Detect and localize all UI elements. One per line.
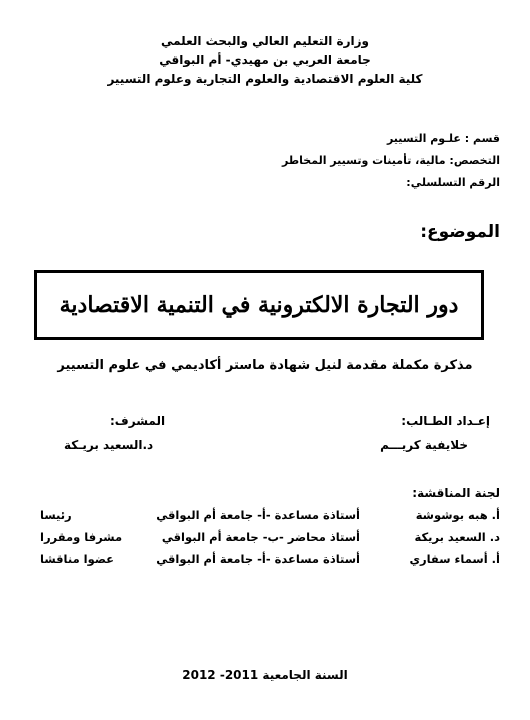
committee-member-row <box>30 530 500 548</box>
faculty-name: كلية العلوم الاقتصادية والعلوم التجارية وعلوم التسيير <box>107 72 423 86</box>
committee-member-row <box>30 552 500 570</box>
ministry-name: وزارة التعليم العالي والبحث العلمي <box>160 34 370 48</box>
member-role: مشرفا ومقررا <box>40 530 123 544</box>
supervisor-name: د.السعيد بريـكة <box>64 438 154 452</box>
thesis-title-box <box>34 270 484 340</box>
committee-label: لجنة المناقشة: <box>412 486 500 500</box>
student-label: إعـداد الطـالب: <box>401 414 490 428</box>
member-rank: أستاذة مساعدة -أ- جامعة أم البواقي <box>156 508 360 522</box>
committee-member-row <box>30 508 500 526</box>
academic-year: السنة الجامعية 2011- 2012 <box>182 668 348 682</box>
subject-label: الموضوع: <box>420 222 500 242</box>
student-name: خلايفية كريـــم <box>380 438 468 452</box>
member-role: رئيسا <box>40 508 72 522</box>
university-name: جامعة العربي بن مهيدي- أم البواقي <box>159 53 371 67</box>
member-name: أ. أسماء سفاري <box>409 552 500 566</box>
member-rank: أستاذ محاضر -ب- جامعة أم البواقي <box>161 530 360 544</box>
thesis-subtitle: مذكرة مكملة مقدمة لنيل شهادة ماستر أكاديمي في علوم التسيير <box>57 358 473 373</box>
serial-number: الرقم التسلسلي: <box>406 176 500 189</box>
member-rank: أستاذة مساعدة -أ- جامعة أم البواقي <box>156 552 360 566</box>
member-name: د. السعيد بريكة <box>414 530 500 544</box>
thesis-title: دور التجارة الالكترونية في التنمية الاقتصادية <box>59 292 459 318</box>
supervisor-label: المشرف: <box>110 414 166 428</box>
specialty: التخصص: مالية، تأمينات وتسيير المخاطر <box>281 154 500 167</box>
member-role: عضوا مناقشا <box>40 552 115 566</box>
member-name: أ. هبه بوشوشة <box>415 508 500 522</box>
department: قسم : علـوم التسيير <box>386 132 500 145</box>
